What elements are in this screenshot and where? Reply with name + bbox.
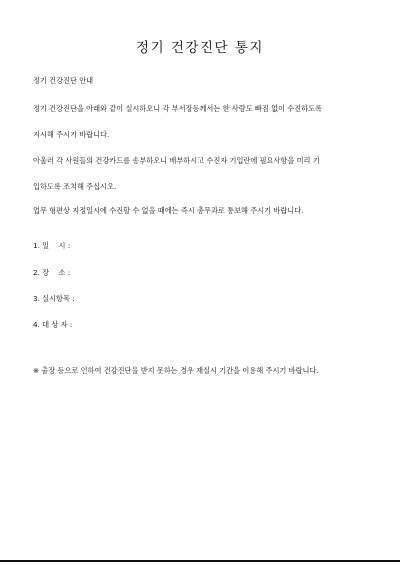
paragraph-line: 업무 형편상 지정일시에 수진할 수 없을 때에는 즉시 총무과로 통보해 주시기 바랍니다.	[33, 206, 304, 215]
list-item-checkup-items: 3. 실시항목 :	[33, 294, 75, 303]
paragraph-line: 지시해 주시기 바랍니다.	[33, 130, 110, 139]
paragraph-line: 아울러 각 사원들의 건강카드를 송부하오니 배부하시고 수진자 기입란에 필요사항을 미리 기	[33, 156, 320, 165]
intro-heading: 정기 건강진단 안내	[33, 76, 94, 85]
paragraph-line: 입하도록 조치해 주십시오.	[33, 182, 117, 191]
list-item-target: 4. 대 상 자 :	[33, 320, 73, 329]
document-title: 정기 건강진단 통지	[136, 40, 264, 56]
paragraph-line: 정기 건강진단을 아래와 같이 실시하오니 각 부서장등께서는 한 사람도 빠짐 없이 수진하도록	[33, 104, 322, 113]
list-item-date: 1. 일 시 :	[33, 241, 71, 250]
list-item-place: 2. 장 소 :	[33, 268, 71, 277]
bottom-rule	[0, 560, 400, 562]
footnote: ※ 출장 등으로 인하여 건강진단을 받지 못하는 경우 재실시 기간을 이용해 주시기 바랍니다.	[33, 366, 319, 375]
